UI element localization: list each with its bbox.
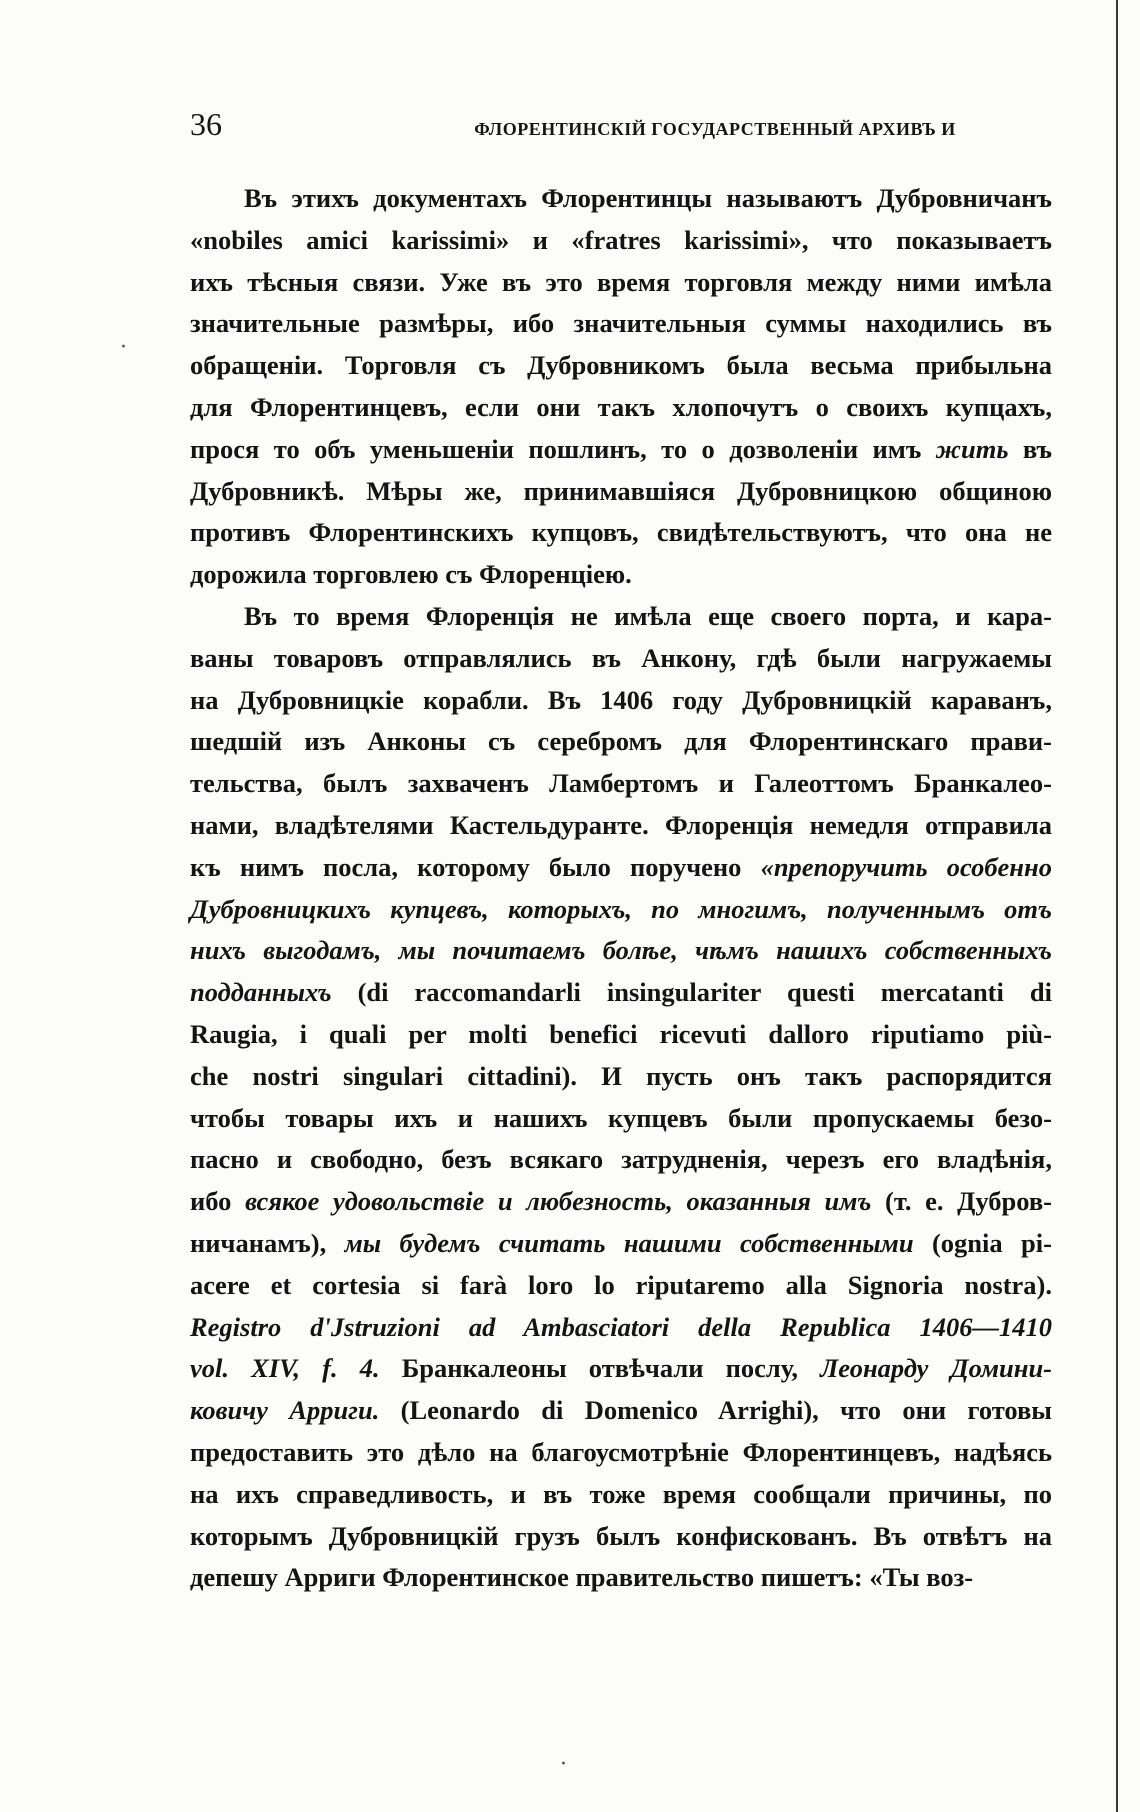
text-run: пасно и свободно, безъ всякаго затрудненія, черезъ его владѣнія, (190, 1144, 1052, 1175)
text-line (190, 1557, 1052, 1599)
page-header (190, 106, 1070, 143)
running-head: ФЛОРЕНТИНСКІЙ ГОСУДАРСТВЕННЫЙ АРХИВЪ И (474, 119, 956, 139)
text-run: Бранкалеоны отвѣчали послу, (379, 1353, 821, 1384)
text-line (190, 1223, 1052, 1265)
text-run: прося то объ уменьшеніи пошлинъ, то о дозволеніи имъ (190, 433, 936, 464)
text-line (190, 638, 1052, 680)
text-line (190, 1056, 1052, 1098)
text-line (190, 972, 1052, 1014)
text-run: нами, владѣтелями Кастельдуранте. Флоренція немедля отправила (190, 809, 1052, 840)
scan-speck: · (120, 335, 127, 360)
italic-run: Дубровницкихъ купцевъ, которыхъ, по многимъ, полученнымъ отъ (190, 893, 1052, 924)
text-line (190, 178, 1052, 220)
text-run: къ нимъ посла, которому было поручено (190, 851, 761, 882)
text-run: шедшій изъ Анконы съ серебромъ для Флорентинскаго прави- (190, 726, 1052, 757)
text-line (190, 1098, 1052, 1140)
text-line (190, 512, 1052, 554)
text-run: acere et cortesia si farà loro lo riputaremo alla Signoria nostra). (190, 1269, 1052, 1300)
text-line (190, 345, 1052, 387)
text-line (190, 1348, 1052, 1390)
text-line (190, 554, 1052, 596)
text-run: Дубровникѣ. Мѣры же, принимавшіяся Дубровницкою общиною (190, 475, 1052, 506)
text-line (190, 1474, 1052, 1516)
text-line (190, 429, 1052, 471)
italic-run: нихъ выгодамъ, мы почитаемъ болѣе, чѣмъ нашихъ собственныхъ (190, 935, 1052, 966)
paragraph (190, 596, 1052, 1599)
text-run: ихъ тѣсныя связи. Уже въ это время торговля между ними имѣла (190, 266, 1052, 297)
text-run: ваны товаровъ отправлялись въ Анкону, гдѣ были нагружаемы (190, 642, 1052, 673)
text-run: противъ Флорентинскихъ купцовъ, свидѣтельствуютъ, что она не (190, 517, 1052, 548)
text-run: которымъ Дубровницкій грузъ былъ конфискованъ. Въ отвѣтъ на (190, 1520, 1052, 1551)
text-run: che nostri singulari cittadini). И пусть онъ такъ распорядится (190, 1060, 1052, 1091)
scan-speck: · (560, 1752, 567, 1777)
text-run: ибо (190, 1186, 246, 1217)
italic-run: Registro d'Jstruzioni ad Ambasciatori della Republica 1406—1410 (190, 1311, 1052, 1342)
text-line (190, 763, 1052, 805)
text-run: чтобы товары ихъ и нашихъ купцевъ были пропускаемы безо- (190, 1102, 1052, 1133)
text-run: (di raccomandarli insingulariter questi mercatanti di (331, 977, 1052, 1008)
text-run: на ихъ справедливость, и въ тоже время сообщали причины, по (190, 1478, 1052, 1509)
italic-run: Леонарду Домини- (820, 1353, 1053, 1384)
italic-run: жить (935, 433, 1009, 464)
text-line (190, 1265, 1052, 1307)
text-line (190, 262, 1052, 304)
body-text (190, 178, 1052, 1599)
text-line (190, 1307, 1052, 1349)
text-line (190, 1139, 1052, 1181)
page-number: 36 (190, 106, 222, 142)
text-run: для Флорентинцевъ, если они такъ хлопочутъ о своихъ купцахъ, (190, 391, 1052, 422)
italic-run: «препоручить особенно (760, 851, 1052, 882)
text-run: значительные размѣры, ибо значительныя суммы находились въ (190, 308, 1052, 339)
italic-run: vol. XIV, f. 4. (190, 1353, 380, 1384)
italic-run: подданныхъ (190, 977, 332, 1008)
italic-run: мы будемъ считать нашими собственными (344, 1227, 914, 1258)
text-line (190, 1390, 1052, 1432)
text-run: (т. е. Дубров- (871, 1186, 1052, 1217)
text-run: тельства, былъ захваченъ Ламбертомъ и Галеоттомъ Бранкалео- (190, 768, 1052, 799)
text-run: въ (1008, 433, 1052, 464)
text-run: Въ то время Флоренція не имѣла еще своего порта, и кара- (244, 600, 1052, 631)
page-edge (1116, 0, 1118, 1812)
text-line (190, 930, 1052, 972)
text-run: на Дубровницкіе корабли. Въ 1406 году Дубровницкій караванъ, (190, 684, 1052, 715)
text-run: обращеніи. Торговля съ Дубровникомъ была весьма прибыльна (190, 350, 1052, 381)
text-line (190, 471, 1052, 513)
text-line (190, 1432, 1052, 1474)
text-run: дорожила торговлею съ Флоренціею. (190, 559, 632, 590)
text-line (190, 220, 1052, 262)
italic-run: ковичу Арриги. (190, 1395, 380, 1426)
text-run: Въ этихъ документахъ Флорентинцы называютъ Дубровничанъ (244, 183, 1052, 213)
text-run: (Leonardo di Domenico Arrighi), что они готовы (379, 1395, 1052, 1426)
text-line (190, 847, 1052, 889)
text-line (190, 1014, 1052, 1056)
text-line (190, 721, 1052, 763)
text-line (190, 1181, 1052, 1223)
text-line (190, 889, 1052, 931)
text-run: (ognia pi- (913, 1227, 1052, 1258)
text-run: предоставить это дѣло на благоусмотрѣніе Флорентинцевъ, надѣясь (190, 1436, 1052, 1467)
text-line (190, 1516, 1052, 1558)
text-run: ничанамъ), (190, 1227, 345, 1258)
text-line (190, 596, 1052, 638)
text-line (190, 303, 1052, 345)
text-line (190, 805, 1052, 847)
text-run: депешу Арриги Флорентинское правительство пишетъ: «Ты воз- (190, 1562, 974, 1593)
italic-run: всякое удовольствіе и любезность, оказанныя имъ (245, 1186, 872, 1217)
text-line (190, 680, 1052, 722)
text-line (190, 387, 1052, 429)
text-run: Raugia, i quali per molti benefici ricevuti dalloro riputiamo più- (190, 1018, 1052, 1049)
text-run: «nobiles amici karissimi» и «fratres karissimi», что показываетъ (190, 224, 1052, 255)
paragraph (190, 178, 1052, 596)
